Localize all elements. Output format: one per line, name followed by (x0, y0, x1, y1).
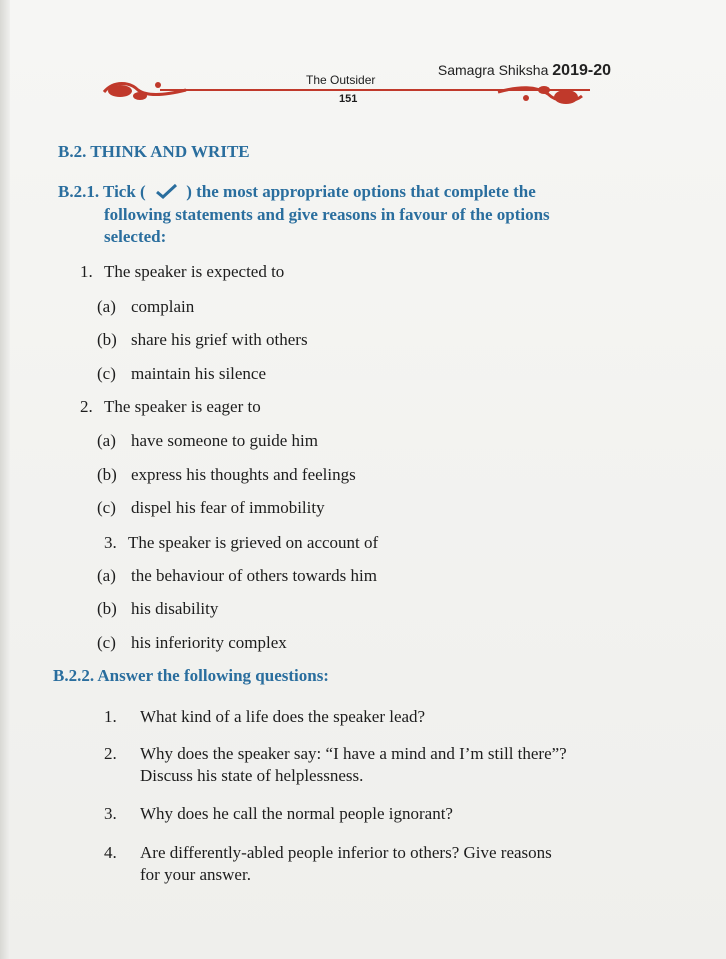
instruction-b21 (58, 182, 648, 202)
instruction-end: ) the most appropriate options that complete the (186, 182, 536, 201)
mcq-option: (a) have someone to guide him (97, 431, 318, 450)
instruction-line-2: following statements and give reasons in favour of the options (104, 205, 550, 224)
question-4: 4. Are differently-abled people inferior to others? Give reasons (104, 843, 552, 862)
check-mark-icon (154, 183, 178, 199)
mcq-question-1: 1. The speaker is expected to (80, 262, 285, 281)
mcq-option: (a) complain (97, 297, 195, 316)
book-title: The Outsider (306, 73, 376, 87)
mcq-option: (c) maintain his silence (97, 364, 267, 383)
section-heading-b2: B.2. THINK AND WRITE (58, 142, 250, 161)
mcq-option: (c) dispel his fear of immobility (97, 498, 325, 517)
page-number: 151 (339, 93, 358, 105)
mcq-option: (b) his disability (97, 599, 219, 618)
instruction-line-3: selected: (104, 227, 167, 246)
question-3: 3. Why does he call the normal people ignorant? (104, 804, 453, 823)
mcq-question-3: 3. The speaker is grieved on account of (104, 533, 379, 552)
question-2-line-2: Discuss his state of helplessness. (140, 766, 364, 785)
question-2: 2. Why does the speaker say: “I have a mind and I’m still there”? (104, 744, 567, 763)
mcq-question-2: 2. The speaker is eager to (80, 397, 261, 416)
left-ornament-icon (100, 76, 190, 106)
page-edge (0, 0, 10, 959)
question-4-line-2: for your answer. (140, 865, 251, 884)
instruction-start: Tick ( (103, 182, 146, 201)
question-1: 1. What kind of a life does the speaker lead? (104, 707, 426, 726)
instruction-number: B.2.1. (58, 182, 100, 201)
section-heading-b22: B.2.2. Answer the following questions: (53, 666, 329, 685)
mcq-option: (b) express his thoughts and feelings (97, 465, 356, 484)
brand-label: Samagra Shiksha 2019-20 (437, 62, 611, 79)
mcq-option: (a) the behaviour of others towards him (97, 566, 377, 585)
mcq-option: (b) share his grief with others (97, 330, 308, 349)
right-ornament-icon (496, 80, 586, 110)
mcq-option: (c) his inferiority complex (97, 633, 287, 652)
